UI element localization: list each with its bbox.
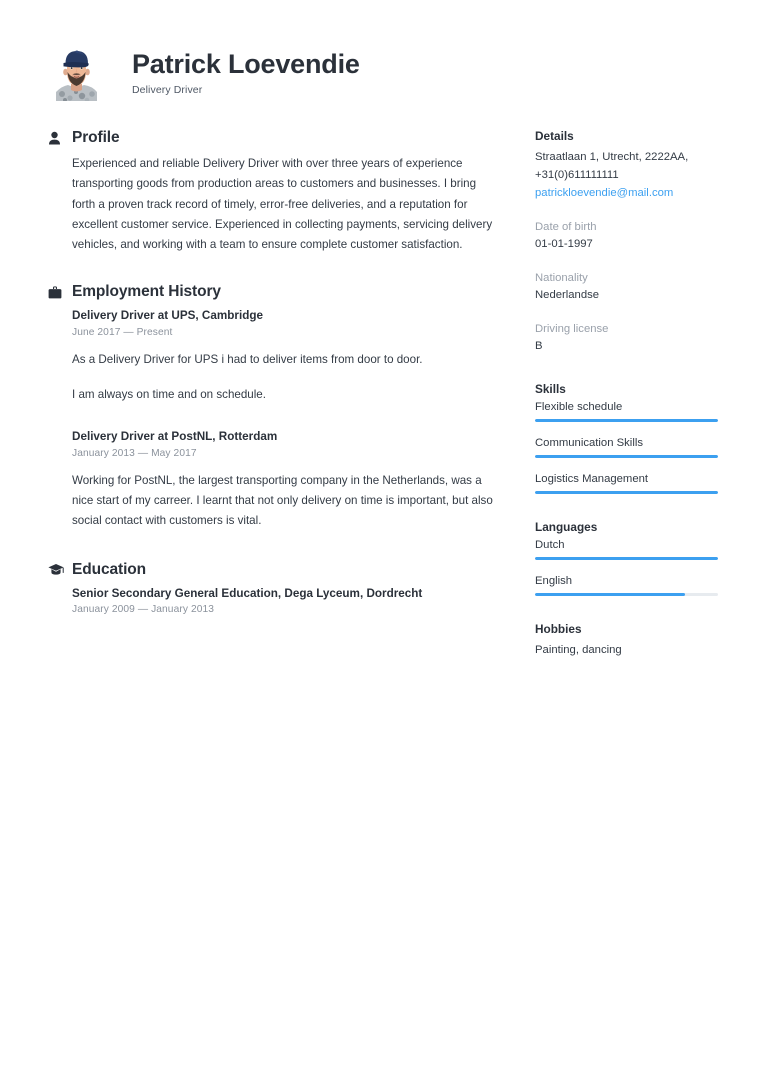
- sidebar-field-date-of-birth: [535, 221, 720, 253]
- details-heading: Details: [535, 129, 574, 143]
- section-education: [48, 561, 500, 616]
- skill-bar-track: [535, 455, 718, 458]
- sidebar-languages: [535, 520, 720, 596]
- section-profile-title: Profile: [72, 129, 120, 146]
- employment-entry: [72, 429, 500, 532]
- avatar: [48, 44, 105, 101]
- language-label: English: [535, 575, 573, 587]
- skill-item: [535, 437, 720, 458]
- language-bar-track: [535, 557, 718, 560]
- section-employment-title: Employment History: [72, 283, 221, 301]
- skill-item: [535, 473, 720, 494]
- language-bar-fill: [535, 593, 685, 596]
- details-email-link[interactable]: patrickloevendie@mail.com: [535, 187, 674, 199]
- skill-label: Flexible schedule: [535, 401, 623, 413]
- field-label: Nationality: [535, 272, 588, 284]
- education-entry: [72, 586, 500, 616]
- sidebar-column: [535, 129, 720, 678]
- entry-date: June 2017 — Present: [72, 327, 173, 339]
- entry-title: Senior Secondary General Education, Dega Lyceum, Dordrecht: [72, 586, 423, 600]
- hobbies-heading: Hobbies: [535, 622, 582, 636]
- entry-description: I am always on time and on schedule.: [72, 387, 266, 401]
- entry-date: January 2009 — January 2013: [72, 604, 215, 616]
- employment-entry: [72, 308, 500, 404]
- section-employment: [48, 283, 500, 531]
- skills-heading: Skills: [535, 382, 566, 396]
- section-profile-header: [48, 129, 500, 147]
- sidebar-field-nationality: [535, 272, 720, 304]
- skill-bar-fill: [535, 491, 718, 494]
- hobbies-value: Painting, dancing: [535, 644, 622, 656]
- full-name: Patrick Loevendie: [132, 48, 360, 79]
- name-block: [132, 48, 360, 97]
- main-column: [48, 129, 500, 678]
- graduation-cap-icon: [48, 563, 66, 576]
- resume-header: [0, 0, 768, 104]
- skill-label: Communication Skills: [535, 437, 643, 449]
- skill-item: [535, 401, 720, 422]
- user-icon: [48, 131, 66, 145]
- skill-label: Logistics Management: [535, 473, 649, 485]
- sidebar-details: [535, 129, 720, 202]
- entry-description: Working for PostNL, the largest transporting company in the Netherlands, was a nice start of my carreer. I learnt that not only delivery on time is important, but also social contact with customers is vital.: [72, 473, 493, 528]
- field-value: B: [535, 340, 543, 352]
- section-profile: [48, 129, 500, 255]
- section-education-body: [48, 586, 500, 616]
- language-label: Dutch: [535, 539, 565, 551]
- details-address: Straatlaan 1, Utrecht, 2222AA,: [535, 151, 689, 163]
- sidebar-hobbies: [535, 622, 720, 659]
- job-title: Delivery Driver: [132, 84, 203, 97]
- language-item: [535, 539, 720, 560]
- profile-text: Experienced and reliable Delivery Driver with over three years of experience transporting goods from production areas to customers and businesses. I bring forth a proven track record of timely, error-free deliveries, and a reputation for excellent customer service. Experienced in collecting payments, servicing delivery vehicles, and working with a team to ensure complete customer satisfaction.: [72, 157, 493, 252]
- entry-title: Delivery Driver at PostNL, Rotterdam: [72, 429, 278, 443]
- section-employment-header: [48, 283, 500, 301]
- section-employment-body: [48, 308, 500, 531]
- skill-bar-track: [535, 419, 718, 422]
- language-bar-track: [535, 593, 718, 596]
- user-photo-icon: [48, 44, 105, 101]
- section-education-title: Education: [72, 560, 147, 578]
- details-phone: +31(0)611111111: [535, 169, 619, 181]
- briefcase-icon: [48, 286, 66, 299]
- language-bar-fill: [535, 557, 718, 560]
- field-label: Driving license: [535, 323, 609, 335]
- section-education-header: [48, 561, 500, 579]
- language-item: [535, 575, 720, 596]
- sidebar-skills: [535, 382, 720, 494]
- skill-bar-fill: [535, 419, 718, 422]
- entry-date: January 2013 — May 2017: [72, 447, 197, 459]
- skill-bar-track: [535, 491, 718, 494]
- entry-description: As a Delivery Driver for UPS i had to deliver items from door to door.: [72, 353, 423, 367]
- field-value: 01-01-1997: [535, 238, 593, 250]
- section-profile-body: [48, 154, 500, 255]
- entry-title: Delivery Driver at UPS, Cambridge: [72, 309, 263, 323]
- languages-heading: Languages: [535, 520, 598, 534]
- field-label: Date of birth: [535, 221, 597, 233]
- resume-body: [0, 104, 768, 678]
- skill-bar-fill: [535, 455, 718, 458]
- sidebar-field-driving-license: [535, 323, 720, 355]
- field-value: Nederlandse: [535, 289, 600, 301]
